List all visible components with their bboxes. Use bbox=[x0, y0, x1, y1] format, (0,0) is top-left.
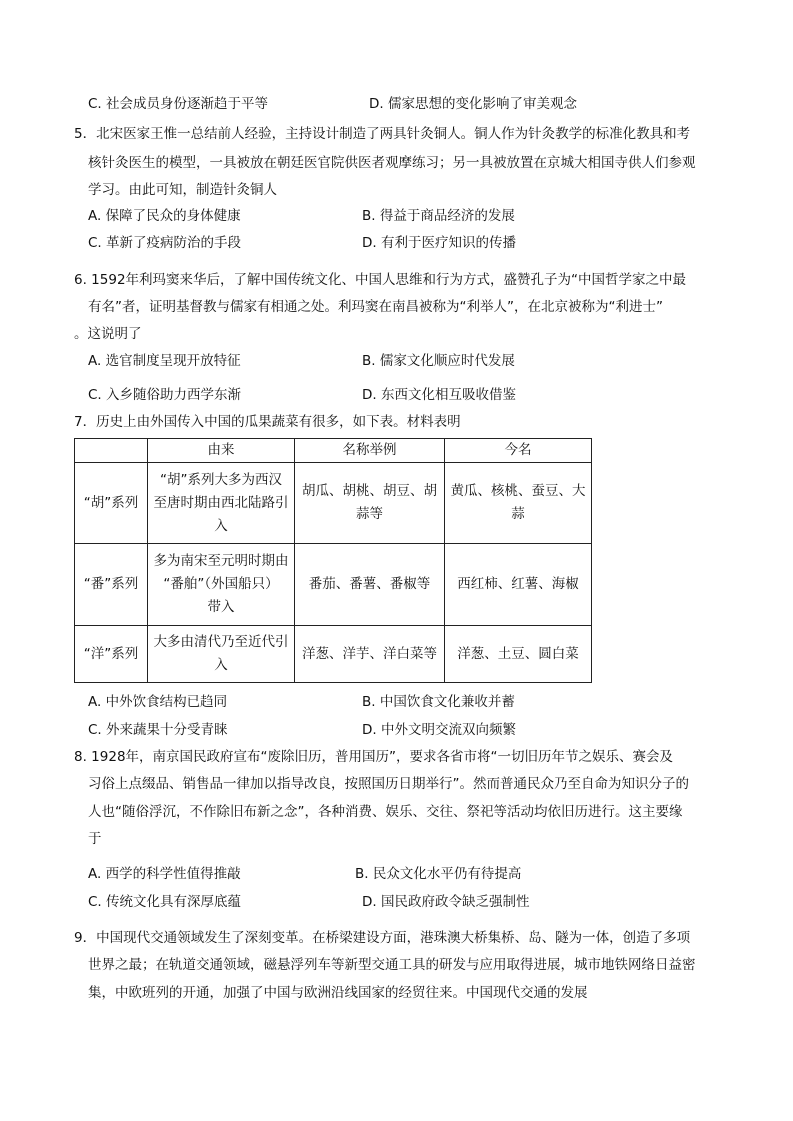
q9-stem-line-1: 9．中国现代交通领域发生了深刻变革。在桥梁建设方面，港珠澳大桥集桥、岛、隧为一体，创造了多项 bbox=[74, 930, 691, 946]
q6-option-b: B. 儒家文化顺应时代发展 bbox=[362, 353, 515, 369]
table-cell-series: “胡”系列 bbox=[75, 463, 148, 544]
q7-option-c: C. 外来蔬果十分受青睐 bbox=[88, 722, 228, 738]
table-header-series bbox=[75, 439, 148, 463]
q8-stem-line-1: 8. 1928年，南京国民政府宣布“废除旧历，普用国历”，要求各省市将“一切旧历年节之娱乐、赛会及 bbox=[74, 749, 674, 765]
q9-stem-line-3: 集，中欧班列的开通，加强了中国与欧洲沿线国家的经贸往来。中国现代交通的发展 bbox=[88, 985, 588, 1001]
produce-origin-table bbox=[74, 438, 592, 683]
q5-stem-line-3: 学习。由此可知，制造针灸铜人 bbox=[88, 182, 277, 198]
table-cell-modern: 黄瓜、核桃、蚕豆、大 蒜 bbox=[445, 463, 592, 544]
table-row bbox=[75, 544, 592, 626]
q5-option-b: B. 得益于商品经济的发展 bbox=[362, 208, 515, 224]
q8-option-a: A. 西学的科学性值得推敲 bbox=[88, 866, 241, 882]
table-header-origin: 由来 bbox=[148, 439, 295, 463]
q6-stem-line-3: 。这说明了 bbox=[74, 326, 142, 342]
table-row bbox=[75, 463, 592, 544]
table-cell-modern: 洋葱、土豆、圆白菜 bbox=[445, 626, 592, 683]
q7-option-b: B. 中国饮食文化兼收并蓄 bbox=[362, 694, 515, 710]
q4-option-d: D. 儒家思想的变化影响了审美观念 bbox=[369, 96, 577, 112]
q5-option-c: C. 革新了疫病防治的手段 bbox=[88, 235, 242, 251]
q8-option-c: C. 传统文化具有深厚底蕴 bbox=[88, 894, 242, 910]
table-cell-modern: 西红柿、红薯、海椒 bbox=[445, 544, 592, 626]
table-row bbox=[75, 626, 592, 683]
table-header-modern: 今名 bbox=[445, 439, 592, 463]
table-cell-examples: 胡瓜、胡桃、胡豆、胡 蒜等 bbox=[295, 463, 445, 544]
q8-option-b: B. 民众文化水平仍有待提高 bbox=[355, 866, 522, 882]
table-cell-examples: 番茄、番薯、番椒等 bbox=[295, 544, 445, 626]
q8-option-d: D. 国民政府政令缺乏强制性 bbox=[362, 894, 530, 910]
q8-stem-line-2: 习俗上点缀品、销售品一律加以指导改良，按照国历日期举行”。然而普通民众乃至自命为知识分子的 bbox=[88, 776, 689, 792]
q7-stem: 7．历史上由外国传入中国的瓜果蔬菜有很多，如下表。材料表明 bbox=[74, 414, 461, 430]
table-header-examples: 名称举例 bbox=[295, 439, 445, 463]
q6-option-a: A. 选官制度呈现开放特征 bbox=[88, 353, 241, 369]
q6-stem-line-1: 6. 1592年利玛窦来华后，了解中国传统文化、中国人思维和行为方式，盛赞孔子为“中国哲学家之中最 bbox=[74, 272, 687, 288]
table-cell-series: “番”系列 bbox=[75, 544, 148, 626]
q9-stem-line-2: 世界之最；在轨道交通领域，磁悬浮列车等新型交通工具的研发与应用取得进展，城市地铁网络日益密 bbox=[88, 957, 696, 973]
table-header-row bbox=[75, 439, 592, 463]
table-cell-origin: 多为南宋至元明时期由 “番舶”（外国船只） 带入 bbox=[148, 544, 295, 626]
q7-option-d: D. 中外文明交流双向频繁 bbox=[362, 722, 516, 738]
q6-option-c: C. 入乡随俗助力西学东渐 bbox=[88, 387, 242, 403]
q5-stem-line-2: 核针灸医生的模型，一具被放在朝廷医官院供医者观摩练习；另一具被放置在京城大相国寺供人们参观 bbox=[88, 155, 696, 171]
table-cell-origin: 大多由清代乃至近代引 入 bbox=[148, 626, 295, 683]
q5-option-a: A. 保障了民众的身体健康 bbox=[88, 208, 241, 224]
table-cell-series: “洋”系列 bbox=[75, 626, 148, 683]
q8-stem-line-4: 于 bbox=[88, 831, 102, 847]
q6-stem-line-2: 有名”者，证明基督教与儒家有相通之处。利玛窦在南昌被称为“利举人”，在北京被称为“利进士” bbox=[88, 299, 663, 315]
q4-option-c: C. 社会成员身份逐渐趋于平等 bbox=[88, 96, 269, 112]
q5-option-d: D. 有利于医疗知识的传播 bbox=[362, 235, 516, 251]
q6-option-d: D. 东西文化相互吸收借鉴 bbox=[362, 387, 516, 403]
q5-stem-line-1: 5．北宋医家王惟一总结前人经验，主持设计制造了两具针灸铜人。铜人作为针灸教学的标准化教具和考 bbox=[74, 126, 691, 142]
table-cell-origin: “胡”系列大多为西汉 至唐时期由西北陆路引 入 bbox=[148, 463, 295, 544]
q7-option-a: A. 中外饮食结构已趋同 bbox=[88, 694, 228, 710]
table-cell-examples: 洋葱、洋芋、洋白菜等 bbox=[295, 626, 445, 683]
q8-stem-line-3: 人也“随俗浮沉，不作除旧布新之念”，各种消费、娱乐、交往、祭祀等活动均依旧历进行。这主要缘 bbox=[88, 804, 683, 820]
